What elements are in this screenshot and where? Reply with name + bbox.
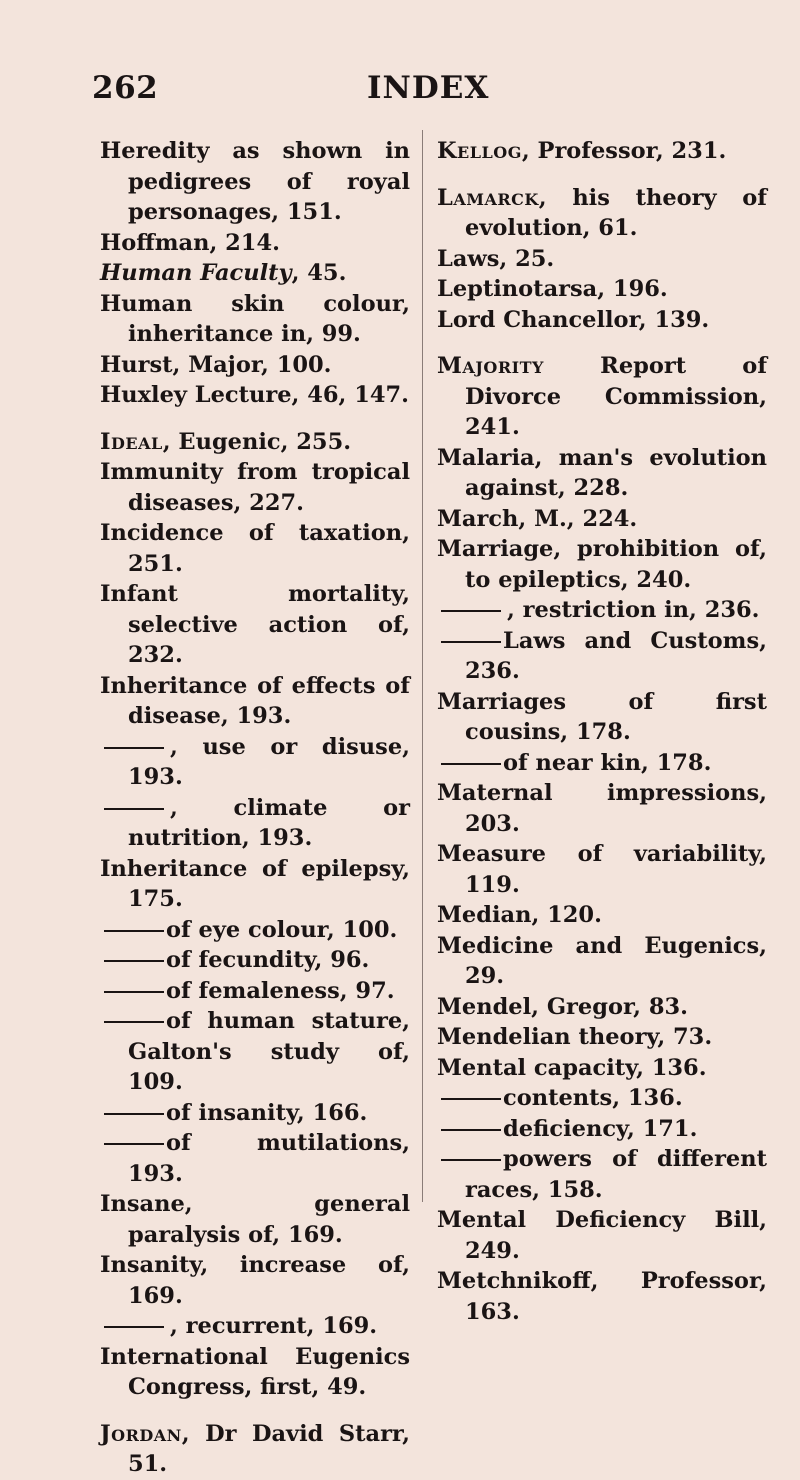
- index-entry: Majority Report of Divorce Commission, 241.: [437, 353, 767, 440]
- index-entry: Heredity as shown in pedigrees of royal personages, 151.: [100, 138, 410, 225]
- ditto-dash: [104, 960, 164, 962]
- index-entry: Metchnikoff, Professor, 163.: [437, 1268, 767, 1325]
- ditto-dash: [104, 808, 164, 810]
- ditto-dash: [441, 1098, 501, 1100]
- index-entry: Insane, general paralysis of, 169.: [100, 1191, 410, 1248]
- entry-heading: Kellog: [437, 138, 522, 164]
- index-entry: Infant mortality, selective action of, 232.: [100, 581, 410, 668]
- entry-heading: Lamarck: [437, 184, 539, 211]
- index-entry: Human skin colour, inheritance in, 99.: [100, 290, 410, 347]
- ditto-dash: [104, 1326, 164, 1328]
- index-entry: Laws and Customs, 236.: [437, 626, 767, 687]
- index-entry: Jordan, Dr David Starr, 51.: [100, 1420, 410, 1477]
- index-entry: Hoffman, 214.: [100, 229, 280, 256]
- index-entry: International Eugenics Congress, first, 49.: [100, 1343, 410, 1400]
- ditto-dash: [104, 1143, 164, 1145]
- index-entry: Inheritance of effects of disease, 193.: [100, 672, 410, 729]
- index-entry: of near kin, 178.: [437, 748, 767, 779]
- index-entry: Lord Chancellor, 139.: [437, 306, 710, 333]
- index-entry: of insanity, 166.: [100, 1098, 410, 1129]
- index-entry: of mutilations, 193.: [100, 1128, 410, 1189]
- ditto-dash: [104, 1113, 164, 1115]
- ditto-dash: [104, 991, 164, 993]
- entry-heading: Ideal: [100, 428, 163, 455]
- index-entry: Mendelian theory, 73.: [437, 1024, 713, 1050]
- index-entry: , restriction in, 236.: [437, 595, 767, 626]
- index-entry: Leptinotarsa, 196.: [437, 276, 668, 302]
- index-entry: Mendel, Gregor, 83.: [437, 993, 688, 1020]
- ditto-dash: [441, 1159, 501, 1161]
- index-entry: Measure of variability, 119.: [437, 841, 767, 898]
- index-entry: Medicine and Eugenics, 29.: [437, 932, 767, 989]
- ditto-dash: [441, 1129, 501, 1131]
- index-entry: Incidence of taxation, 251.: [100, 520, 410, 577]
- index-entry: Marriage, prohibition of, to epileptics, 240.: [437, 536, 767, 593]
- index-entry: Maternal impressions, 203.: [437, 780, 767, 837]
- index-entry: powers of different races, 158.: [437, 1144, 767, 1205]
- index-entry: Insanity, increase of, 169.: [100, 1252, 410, 1309]
- ditto-dash: [104, 930, 164, 932]
- ditto-dash: [104, 747, 164, 749]
- index-entry: of human stature, Galton's study of, 109.: [100, 1006, 410, 1098]
- ditto-dash: [441, 641, 501, 643]
- entry-heading: Jordan: [100, 1420, 182, 1447]
- index-entry: Mental Deficiency Bill, 249.: [437, 1207, 767, 1264]
- index-entry: Inheritance of epilepsy, 175.: [100, 855, 410, 912]
- index-entry: March, M., 224.: [437, 505, 638, 532]
- index-entry: , use or disuse, 193.: [100, 732, 410, 793]
- column-divider: [422, 130, 423, 1202]
- index-entry: Malaria, man's evolution against, 228.: [437, 444, 767, 501]
- entry-heading: Majority: [437, 353, 544, 379]
- index-entry: , recurrent, 169.: [100, 1311, 410, 1342]
- index-entry: Hurst, Major, 100.: [100, 351, 332, 378]
- running-head: INDEX: [367, 70, 490, 106]
- right-index-column: [437, 136, 767, 1327]
- index-entry: Immunity from tropical diseases, 227.: [100, 459, 410, 516]
- index-entry: Human Faculty, 45.: [100, 260, 347, 286]
- index-entry: Huxley Lecture, 46, 147.: [100, 382, 410, 408]
- index-entry: Laws, 25.: [437, 245, 555, 272]
- index-entry: of femaleness, 97.: [100, 976, 410, 1007]
- index-entry: Kellog, Professor, 231.: [437, 138, 727, 164]
- ditto-dash: [441, 763, 501, 765]
- left-index-column: [100, 136, 410, 1480]
- index-entry: Median, 120.: [437, 902, 602, 928]
- index-entry: Marriages of first cousins, 178.: [437, 688, 767, 745]
- ditto-dash: [441, 610, 501, 612]
- ditto-dash: [104, 1021, 164, 1023]
- entry-heading: Human Faculty: [100, 260, 292, 286]
- index-entry: of eye colour, 100.: [100, 915, 410, 946]
- index-entry: deficiency, 171.: [437, 1114, 767, 1145]
- page-number: 262: [92, 70, 159, 106]
- index-entry: , climate or nutrition, 193.: [100, 793, 410, 854]
- index-entry: Lamarck, his theory of evolution, 61.: [437, 184, 767, 241]
- index-entry: contents, 136.: [437, 1083, 767, 1114]
- index-entry: Ideal, Eugenic, 255.: [100, 428, 352, 455]
- index-entry: Mental capacity, 136.: [437, 1054, 707, 1081]
- index-entry: of fecundity, 96.: [100, 945, 410, 976]
